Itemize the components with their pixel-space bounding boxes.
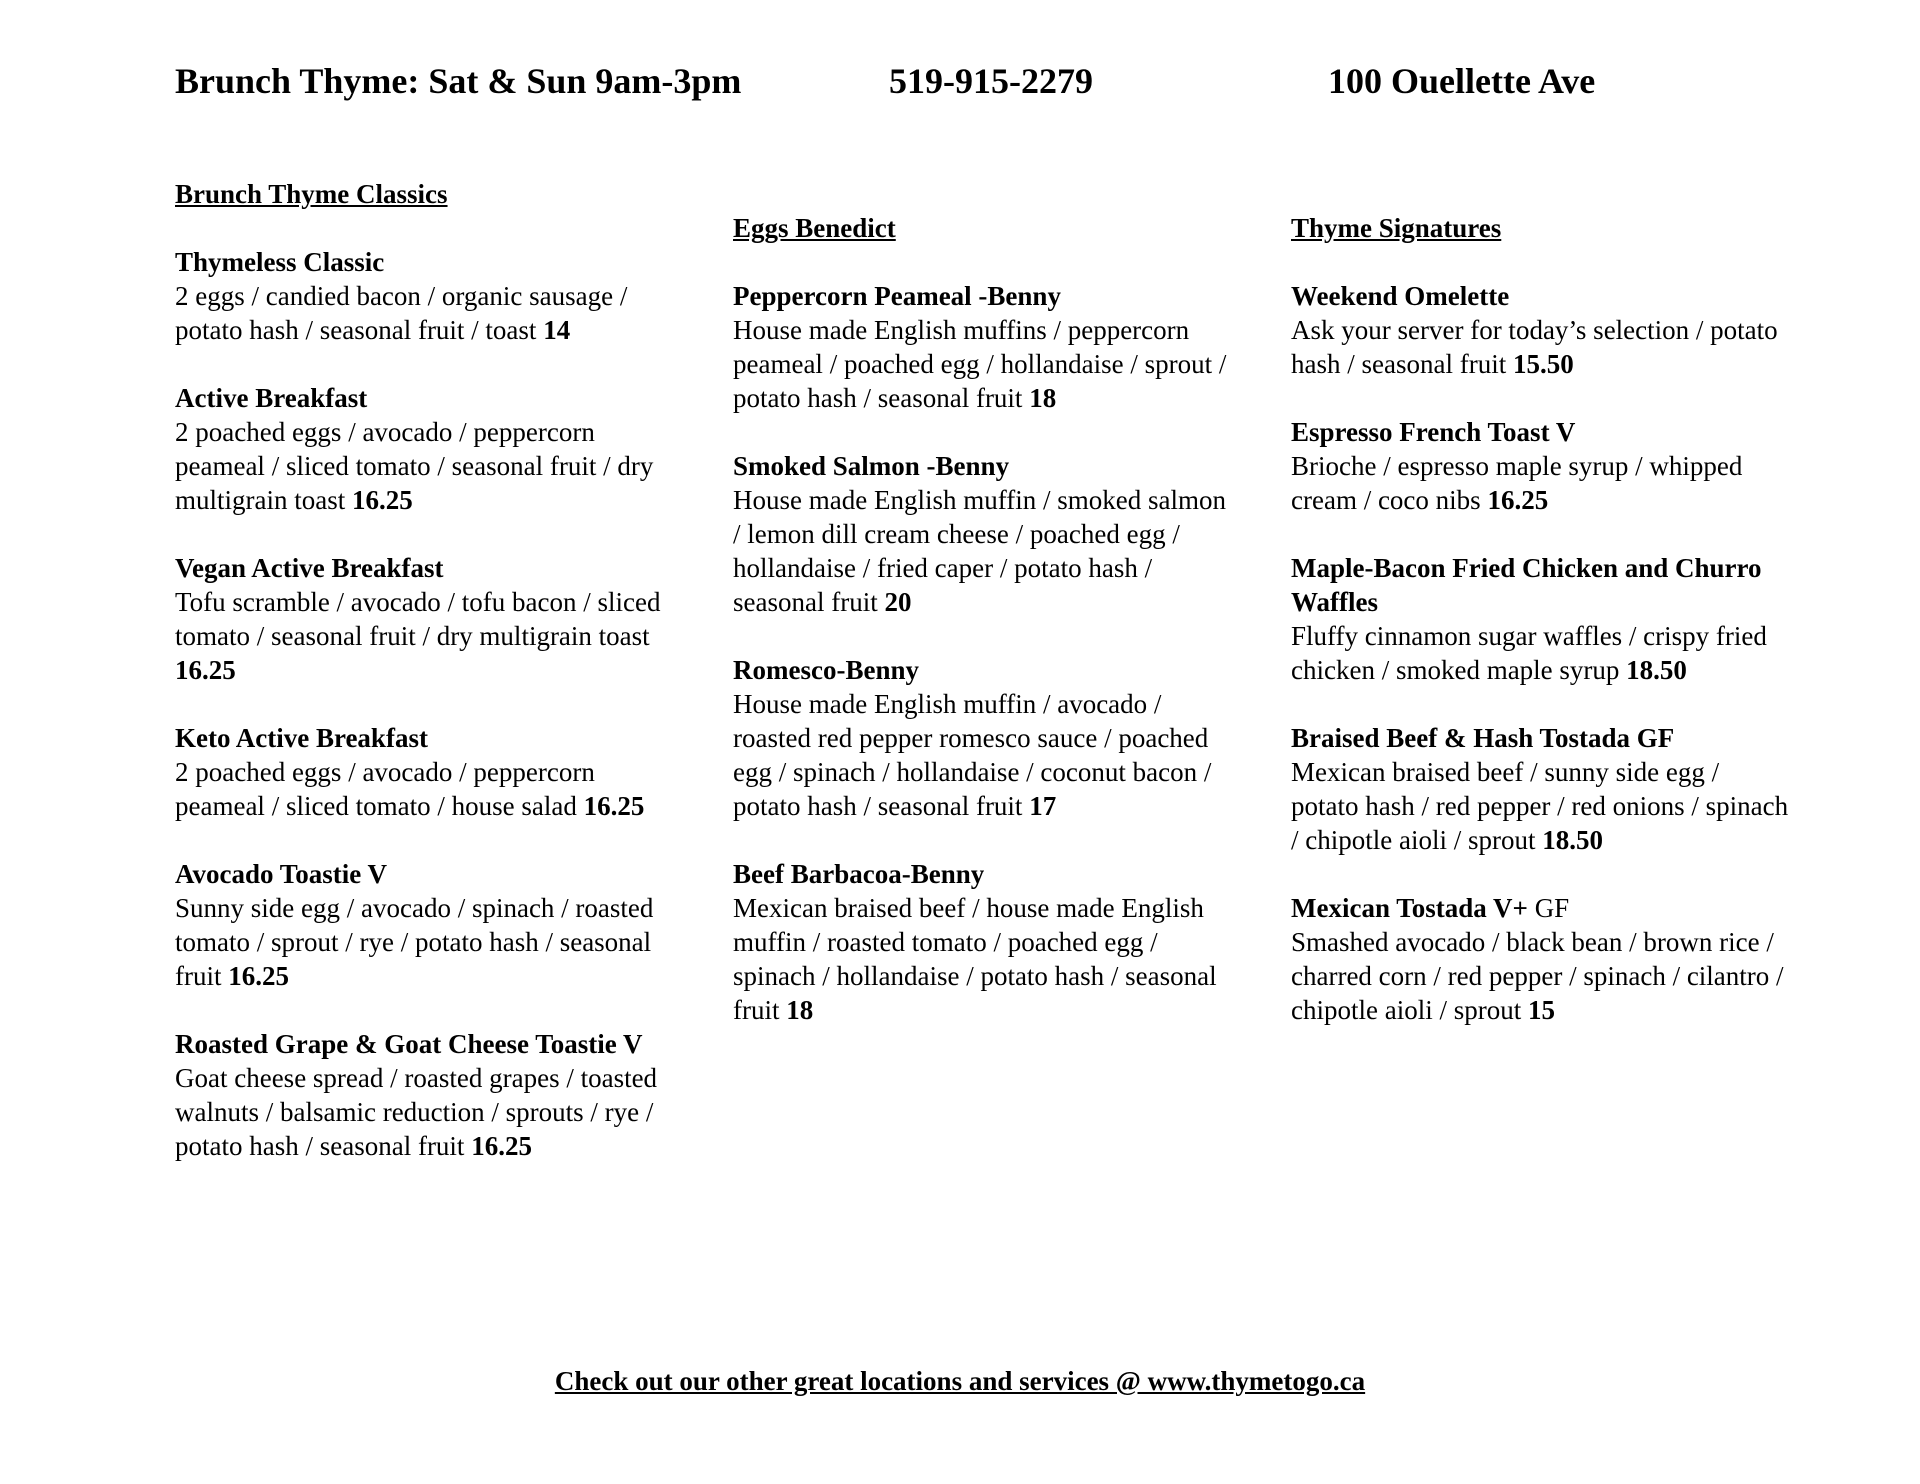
menu-item-tag: GF [1527,893,1570,923]
menu-item-name-text: Keto Active Breakfast [175,723,428,753]
menu-item-description: Sunny side egg / avocado / spinach / roasted tomato / sprout / rye / potato hash / seasonal fruit [175,893,654,991]
menu-item-description: Tofu scramble / avocado / tofu bacon / sliced tomato / seasonal fruit / dry multigrain toast [175,587,661,651]
menu-item [733,449,1233,619]
menu-item-description: 2 poached eggs / avocado / peppercorn peameal / sliced tomato / seasonal fruit / dry multigrain toast [175,417,654,515]
menu-item-description: Mexican braised beef / house made English muffin / roasted tomato / poached egg / spinach / hollandaise / potato hash / seasonal fruit [733,893,1217,1025]
menu-item-name [733,653,1233,687]
menu-item [175,381,675,517]
menu-item-price: 16.25 [1487,485,1549,515]
menu-item-name [733,449,1233,483]
menu-item-name [175,721,675,755]
menu-item-name-text: Romesco-Benny [733,655,919,685]
menu-item [175,551,675,687]
menu-item [175,857,675,993]
menu-item-price: 17 [1029,791,1057,821]
menu-item-description: House made English muffin / smoked salmon / lemon dill cream cheese / poached egg / hollandaise / fried caper / potato hash / seasonal fruit [733,485,1226,617]
menu-item [175,1027,675,1163]
menu-item-price: 16.25 [583,791,645,821]
menu-item-description: Mexican braised beef / sunny side egg / potato hash / red pepper / red onions / spinach / chipotle aioli / sprout [1291,757,1789,855]
menu-item [1291,891,1791,1027]
section-title-classics: Brunch Thyme Classics [175,179,448,209]
menu-item-price: 16.25 [228,961,289,991]
menu-item-description: Goat cheese spread / roasted grapes / toasted walnuts / balsamic reduction / sprouts / rye / potato hash / seasonal fruit [175,1063,658,1161]
menu-item-description: House made English muffin / avocado / roasted red pepper romesco sauce / poached egg / spinach / hollandaise / coconut bacon / potato hash / seasonal fruit [733,689,1212,821]
menu-item-description: Smashed avocado / black bean / brown rice / charred corn / red pepper / spinach / cilantro / chipotle aioli / sprout [1291,927,1784,1025]
menu-item-name [1291,891,1791,925]
menu-item-name [175,1027,675,1061]
menu-item-name-text: Avocado Toastie V [175,859,388,889]
menu-item-name-text: Roasted Grape & Goat Cheese Toastie V [175,1029,643,1059]
menu-item [1291,279,1791,381]
menu-item-description: Fluffy cinnamon sugar waffles / crispy fried chicken / smoked maple syrup [1291,621,1767,685]
column-signatures [1291,211,1791,1061]
menu-item-price: 20 [884,587,912,617]
menu-item-name [175,381,675,415]
menu-item-price: 18 [1029,383,1057,413]
menu-item [733,653,1233,823]
brunch-hours: Brunch Thyme: Sat & Sun 9am-3pm [175,61,742,101]
column-classics [175,177,675,1197]
menu-item [733,857,1233,1027]
menu-item [1291,415,1791,517]
menu-item-name-text: Espresso French Toast V [1291,417,1576,447]
menu-item [733,279,1233,415]
menu-item-name [1291,721,1791,755]
footer-link[interactable]: Check out our other great locations and services @ www.thymetogo.ca [554,1366,1366,1396]
menu-item-price: 15 [1527,995,1555,1025]
menu-item-price: 14 [543,315,571,345]
menu-item-description: 2 eggs / candied bacon / organic sausage / potato hash / seasonal fruit / toast [175,281,628,345]
menu-header [0,60,1920,110]
menu-item [175,721,675,823]
menu-item-description: House made English muffins / peppercorn peameal / poached egg / hollandaise / sprout / potato hash / seasonal fruit [733,315,1227,413]
menu-item-name-text: Beef Barbacoa-Benny [733,859,985,889]
menu-item-name [733,279,1233,313]
menu-item-description: Brioche / espresso maple syrup / whipped cream / coco nibs [1291,451,1743,515]
menu-item-price: 16.25 [471,1131,532,1161]
menu-item-price: 15.50 [1512,349,1574,379]
menu-item-price: 18.50 [1626,655,1687,685]
menu-item-name [1291,279,1791,313]
menu-item [1291,551,1791,687]
menu-item-name-text: Peppercorn Peameal -Benny [733,281,1061,311]
menu-item [1291,721,1791,857]
menu-item-name [1291,551,1791,619]
menu-item-name-text: Weekend Omelette [1291,281,1510,311]
menu-item-name-text: Vegan Active Breakfast [175,553,444,583]
menu-item-price: 16.25 [175,655,236,685]
menu-item-name-text: Braised Beef & Hash Tostada GF [1291,723,1675,753]
menu-item-name [175,857,675,891]
menu-item-name [733,857,1233,891]
menu-item-description: 2 poached eggs / avocado / peppercorn peameal / sliced tomato / house salad [175,757,595,821]
section-title-signatures: Thyme Signatures [1291,213,1502,243]
phone-number: 519-915-2279 [889,61,1093,101]
menu-item [175,245,675,347]
section-title-eggs-benedict: Eggs Benedict [733,213,896,243]
menu-item-name-text: Maple-Bacon Fried Chicken and Churro Waffles [1291,553,1762,617]
menu-item-name-text: Active Breakfast [175,383,368,413]
menu-item-name-text: Thymeless Classic [175,247,385,277]
menu-item-name-text: Mexican Tostada V+ [1291,893,1528,923]
menu-item-price: 18.50 [1542,825,1603,855]
menu-item-price: 18 [786,995,814,1025]
menu-item-description: Ask your server for today’s selection / potato hash / seasonal fruit [1291,315,1778,379]
menu-item-name [175,551,675,585]
column-eggs-benedict [733,211,1233,1061]
menu-item-name [175,245,675,279]
menu-item-name [1291,415,1791,449]
menu-item-price: 16.25 [351,485,413,515]
address: 100 Ouellette Ave [1328,61,1596,101]
menu-item-name-text: Smoked Salmon -Benny [733,451,1010,481]
